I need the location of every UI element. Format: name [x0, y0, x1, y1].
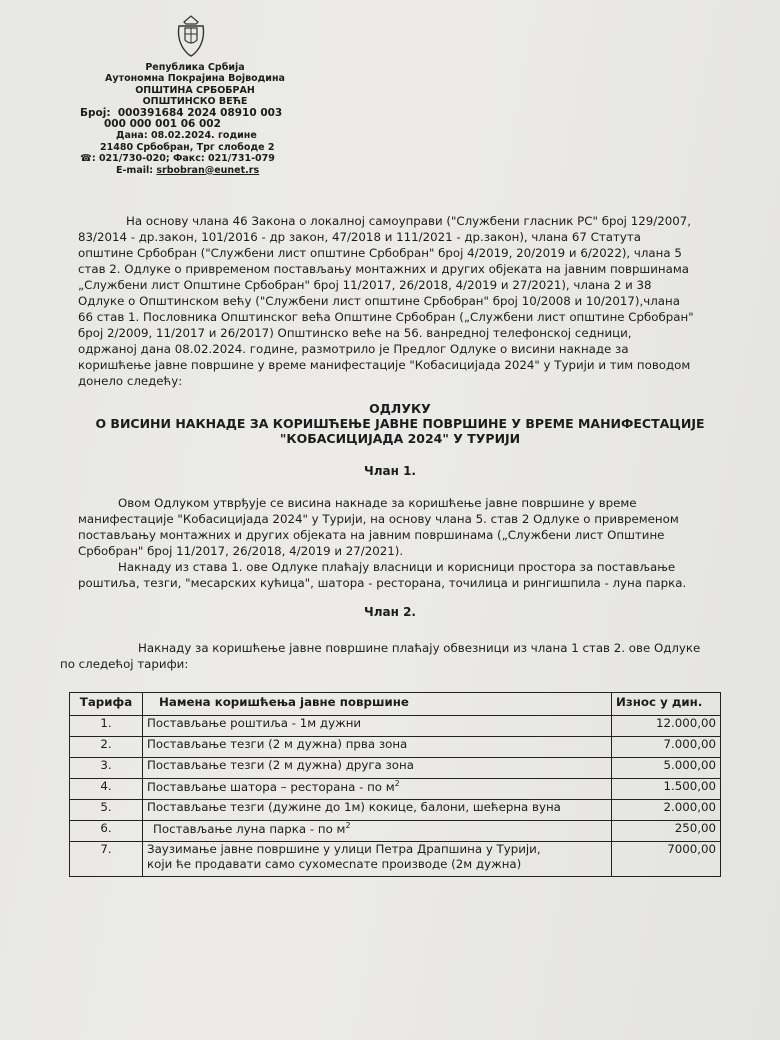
- text-line: манифестације "Кобасицијада 2024" у Турији, на основу члана 5. став 2 Одлуке о привременом: [78, 512, 679, 526]
- superscript: 2: [394, 779, 400, 788]
- table-row: [70, 716, 721, 737]
- text-line: Накнаду за коришћење јавне површине плаћају обвезници из члана 1 став 2. ове Одлуке: [138, 641, 701, 655]
- cell-iznos: 250,00: [612, 821, 721, 842]
- text-line: Накнаду из става 1. ове Одлуке плаћају власници и корисници простора за постављање: [118, 560, 676, 574]
- email-line: [80, 165, 310, 176]
- text-line: Овом Одлуком утврђује се висина накнаде за коришћење јавне површине у време: [118, 496, 637, 510]
- cell-tarifa: 4.: [70, 779, 143, 800]
- document-date: Дана: 08.02.2024. године: [116, 130, 257, 142]
- article-1-heading: Члан 1.: [364, 464, 416, 478]
- namena-text: Постављање луна парка - по м: [153, 821, 346, 836]
- article-1-paragraph-1: [78, 495, 730, 591]
- cell-namena: [143, 779, 612, 800]
- namena-text: Постављање шатора – ресторана - по м: [147, 779, 395, 794]
- cell-tarifa: 1.: [70, 716, 143, 737]
- address: 21480 Србобран, Трг слободе 2: [100, 141, 275, 153]
- namena-line-2: који ће продавати само сухомесnате производе (2м дужна): [147, 857, 522, 871]
- cell-tarifa: 3.: [70, 758, 143, 779]
- header-line: Аутономна Покрајина Војводина: [105, 73, 285, 85]
- cell-namena: Постављање тезги (2 м дужна) друга зона: [143, 758, 612, 779]
- broj-value: 000391684 2024 08910 003: [117, 106, 283, 119]
- superscript: 2: [345, 821, 351, 830]
- title-line: "КОБАСИЦИЈАДА 2024" У ТУРИЈИ: [279, 431, 521, 446]
- cell-namena: [143, 842, 612, 877]
- table-row: [70, 842, 721, 877]
- header-line: ОПШТИНСКО ВЕЋЕ: [142, 96, 248, 108]
- text-line: општине Србобран ("Службени лист општине Србобран" број 4/2019, 20/2019 и 6/2022), члана 5: [78, 246, 682, 260]
- column-header-namena: Намена коришћења јавне површине: [143, 693, 612, 716]
- article-2-heading: Члан 2.: [364, 605, 416, 619]
- cell-namena: Постављање тезги (2 м дужна) прва зона: [143, 737, 612, 758]
- header-line: ОПШТИНА СРБОБРАН: [135, 84, 255, 96]
- text-line: донело следећу:: [78, 374, 183, 388]
- table-row: [70, 821, 721, 842]
- title-line: О ВИСИНИ НАКНАДЕ ЗА КОРИШЋЕЊЕ ЈАВНЕ ПОВРШИНЕ У ВРЕМЕ МАНИФЕСТАЦИЈЕ: [95, 416, 705, 431]
- tariff-table: [69, 692, 721, 877]
- broj-label: Број:: [80, 106, 111, 119]
- preamble-paragraph: [78, 213, 730, 389]
- cell-namena: Постављање роштиља - 1м дужни: [143, 716, 612, 737]
- text-line: број 2/2009, 11/2017 и 26/2017) Општинско веће на 56. ванредној телефонској седници,: [78, 326, 632, 340]
- text-line: коришћење јавне површине у време манифестације "Кобасицијада 2024" у Турији и тим поводом: [78, 358, 691, 372]
- cell-tarifa: 5.: [70, 800, 143, 821]
- cell-tarifa: 6.: [70, 821, 143, 842]
- cell-iznos: 12.000,00: [612, 716, 721, 737]
- namena-line-1: Заузимање јавне површине у улици Петра Драпшина у Турији,: [147, 842, 541, 856]
- table-row: [70, 737, 721, 758]
- table-row: [70, 779, 721, 800]
- text-line: „Службени лист Општине Србобран" број 11/2017, 26/2018, 4/2019 и 27/2021), члана 2 и 38: [78, 278, 652, 292]
- cell-iznos: 1.500,00: [612, 779, 721, 800]
- title-line: ОДЛУКУ: [369, 401, 431, 416]
- column-header-tarifa: Тарифа: [70, 693, 143, 716]
- serbian-coat-of-arms-icon: [175, 14, 207, 58]
- phone-fax: ☎: 021/730-020; Факс: 021/731-079: [80, 153, 275, 165]
- cell-iznos: 7000,00: [612, 842, 721, 877]
- cell-namena: Постављање тезги (дужине до 1м) кокице, балони, шећерна вуна: [143, 800, 612, 821]
- cell-iznos: 5.000,00: [612, 758, 721, 779]
- decision-title: [60, 401, 740, 446]
- cell-tarifa: 7.: [70, 842, 143, 877]
- text-line: роштиља, тезги, "месарских кућица", шатора - ресторана, точилица и рингишпила - луна парка.: [78, 576, 687, 590]
- header-line: Република Србија: [145, 62, 245, 73]
- cell-iznos: 2.000,00: [612, 800, 721, 821]
- text-line: На основу члана 46 Закона о локалној самоуправи ("Службени гласник РС" број 129/2007,: [126, 214, 691, 228]
- reference-number-2: 000 000 001 06 002: [104, 118, 221, 131]
- cell-tarifa: 2.: [70, 737, 143, 758]
- table-row: [70, 800, 721, 821]
- text-line: 83/2014 - др.закон, 101/2016 - др закон, 47/2018 и 111/2021 - др.закон), члана 67 Статута: [78, 230, 641, 244]
- cell-iznos: 7.000,00: [612, 737, 721, 758]
- email-label: E-mail:: [116, 164, 154, 176]
- text-line: постављању монтажних и других објеката на јавним површинама („Службени лист Општине: [78, 528, 665, 542]
- text-line: Одлуке о Општинском већу ("Службени лист општине Србобран" број 10/2008 и 10/2017),члана: [78, 294, 680, 308]
- table-row: [70, 758, 721, 779]
- text-line: по следећој тарифи:: [60, 657, 189, 671]
- column-header-iznos: Износ у дин.: [612, 693, 721, 716]
- text-line: став 2. Одлуке о привременом постављању монтажних и других објеката на јавним површинама: [78, 262, 689, 276]
- article-2-paragraph: [60, 640, 732, 672]
- email-link[interactable]: srbobran@eunet.rs: [156, 164, 260, 176]
- cell-namena: [143, 821, 612, 842]
- text-line: 66 став 1. Пословника Општинског већа Општине Србобран („Службени лист општине Србобран": [78, 310, 694, 324]
- document-header: [80, 62, 310, 176]
- text-line: Србобран" број 11/2017, 26/2018, 4/2019 и 27/2021).: [78, 544, 404, 558]
- table-header-row: [70, 693, 721, 716]
- text-line: одржаној дана 08.02.2024. године, размотрило је Предлог Одлуке о висини накнаде за: [78, 342, 629, 356]
